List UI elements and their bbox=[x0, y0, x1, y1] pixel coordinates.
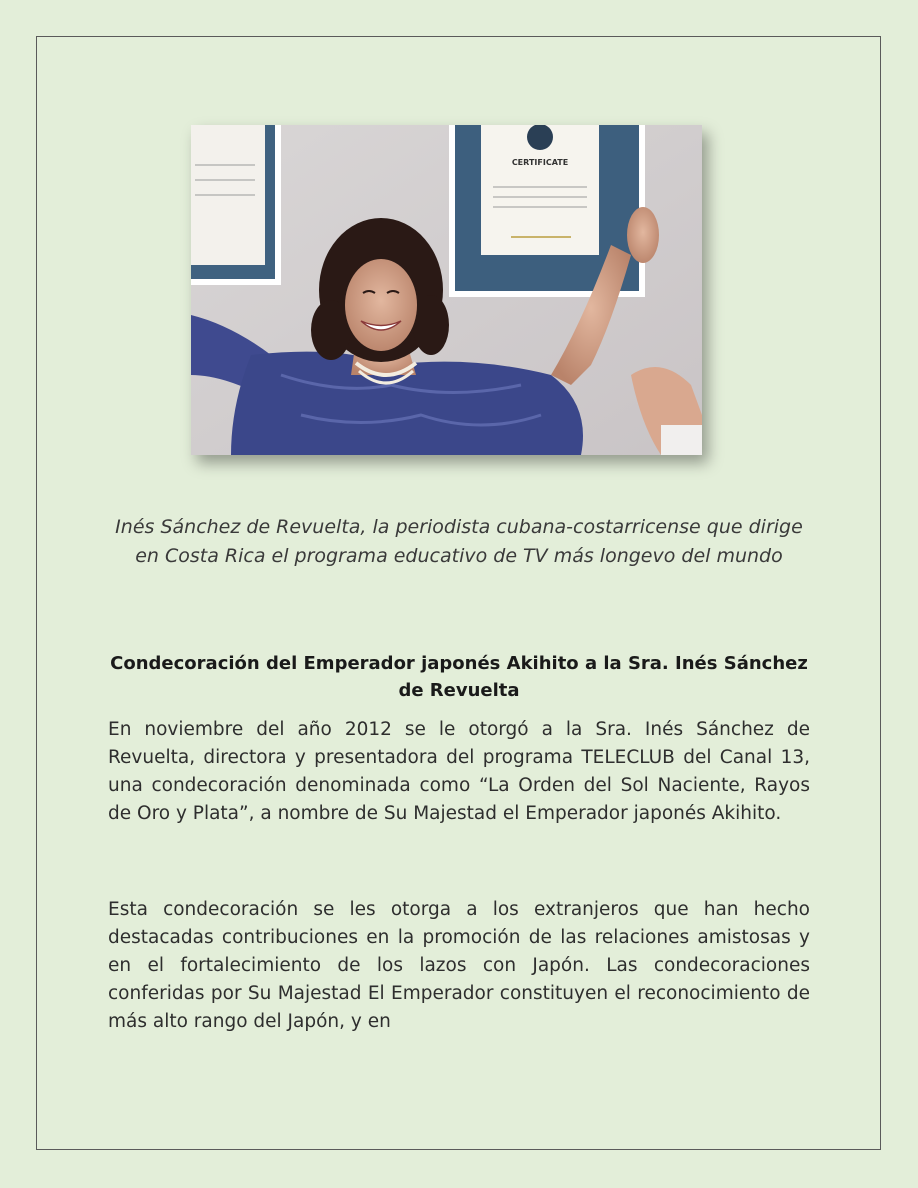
photo bbox=[191, 125, 702, 455]
paragraph: En noviembre del año 2012 se le otorgó a la Sra. Inés Sánchez de Revuelta, directora y presentadora del programa TELECLUB del Canal 13, una condecoración denominada como “La Orden del Sol Naciente, Rayos de Oro y Plata”, a nombre de Su Majestad el Emperador japonés Akihito. bbox=[108, 719, 810, 824]
left-certificate bbox=[191, 125, 281, 285]
svg-text:CERTIFICATE: CERTIFICATE bbox=[511, 158, 569, 167]
section-title: Condecoración del Emperador japonés Akihito a la Sra. Inés Sánchez de Revuelta bbox=[110, 653, 808, 701]
paragraph: Esta condecoración se les otorga a los extranjeros que han hecho destacadas contribuciones en la promoción de las relaciones amistosas y en el fortalecimiento de los lazos con Japón. Las condecoraciones conferidas por Su Majestad El Emperador constituyen el reconocimiento de más alto rango del Japón, y en bbox=[108, 899, 810, 1032]
photo-caption: Inés Sánchez de Revuelta, la periodista cubana-costarricense que dirige en Costa Rica el programa educativo de TV más longevo del mundo bbox=[115, 516, 803, 567]
